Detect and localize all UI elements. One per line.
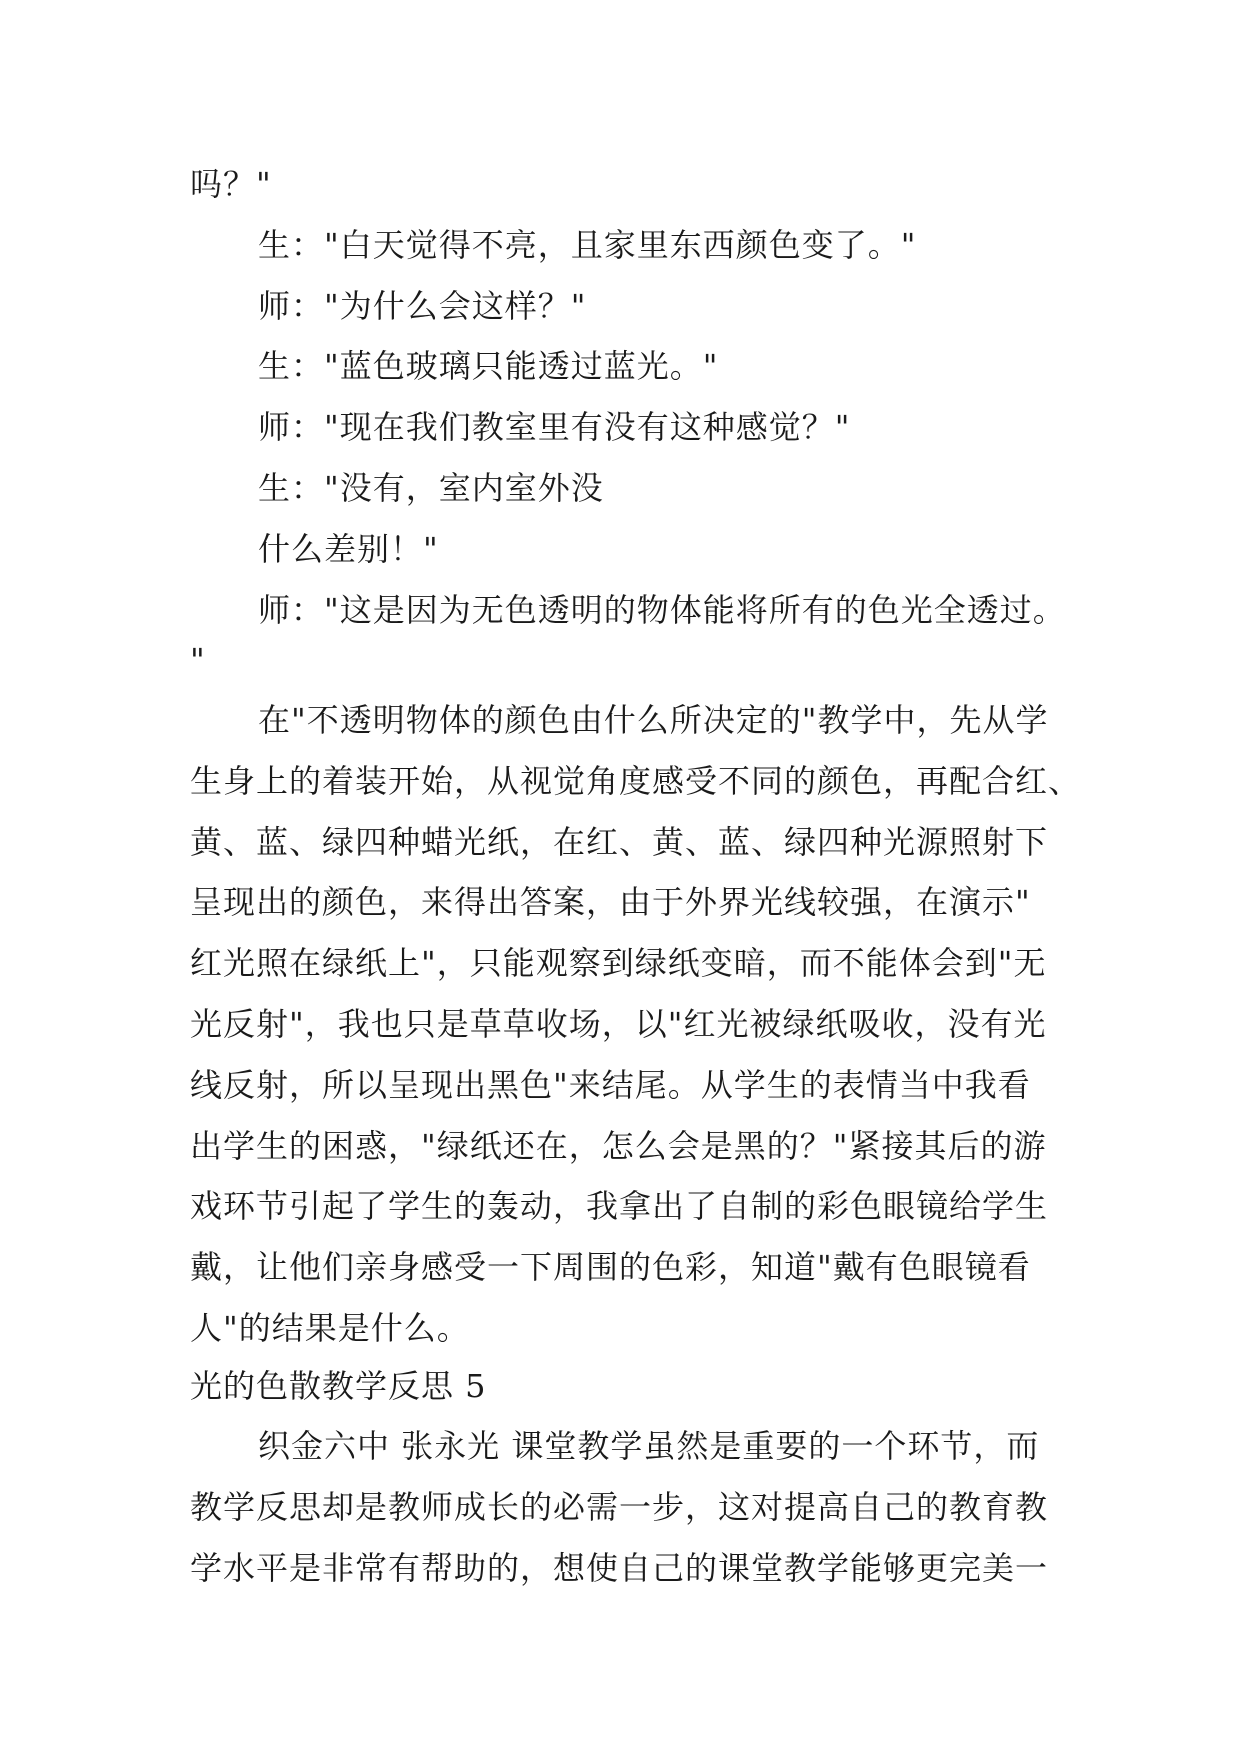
section-heading: 光的色散教学反思 5	[190, 1367, 487, 1405]
text-line: 生："没有，室内室外没	[258, 469, 604, 507]
text-line: 光反射"，我也只是草草收场，以"红光被绿纸吸收，没有光	[190, 1005, 1047, 1043]
text-line: 生："白天觉得不亮，且家里东西颜色变了。"	[258, 226, 917, 264]
text-line: 师："这是因为无色透明的物体能将所有的色光全透过。	[258, 591, 1066, 629]
text-line: 戏环节引起了学生的轰动，我拿出了自制的彩色眼镜给学生	[190, 1187, 1049, 1225]
text-line: 教学反思却是教师成长的必需一步，这对提高自己的教育教	[190, 1488, 1049, 1526]
text-line: 什么差别！"	[258, 530, 439, 568]
text-line: 生："蓝色玻璃只能透过蓝光。"	[258, 347, 719, 385]
text-line: 生身上的着装开始，从视觉角度感受不同的颜色，再配合红、	[190, 762, 1082, 800]
text-line: 人"的结果是什么。	[190, 1309, 470, 1347]
text-line: 学水平是非常有帮助的，想使自己的课堂教学能够更完美一	[190, 1549, 1049, 1587]
text-line: 吗？"	[190, 165, 272, 203]
text-line: 师："为什么会这样？"	[258, 287, 587, 325]
text-line: 呈现出的颜色，来得出答案，由于外界光线较强，在演示"	[190, 883, 1031, 921]
text-line: 线反射，所以呈现出黑色"来结尾。从学生的表情当中我看	[190, 1066, 1031, 1104]
text-line: 戴，让他们亲身感受一下周围的色彩，知道"戴有色眼镜看	[190, 1248, 1031, 1286]
text-line: 织金六中 张永光 课堂教学虽然是重要的一个环节，而	[258, 1427, 1040, 1465]
text-line: 师："现在我们教室里有没有这种感觉？"	[258, 408, 851, 446]
text-line: 出学生的困惑，"绿纸还在，怎么会是黑的？"紧接其后的游	[190, 1127, 1047, 1165]
text-line: 在"不透明物体的颜色由什么所决定的"教学中，先从学	[258, 701, 1049, 739]
text-line: 黄、蓝、绿四种蜡光纸，在红、黄、蓝、绿四种光源照射下	[190, 823, 1049, 861]
text-line: "	[190, 641, 206, 679]
text-line: 红光照在绿纸上"，只能观察到绿纸变暗，而不能体会到"无	[190, 944, 1047, 982]
